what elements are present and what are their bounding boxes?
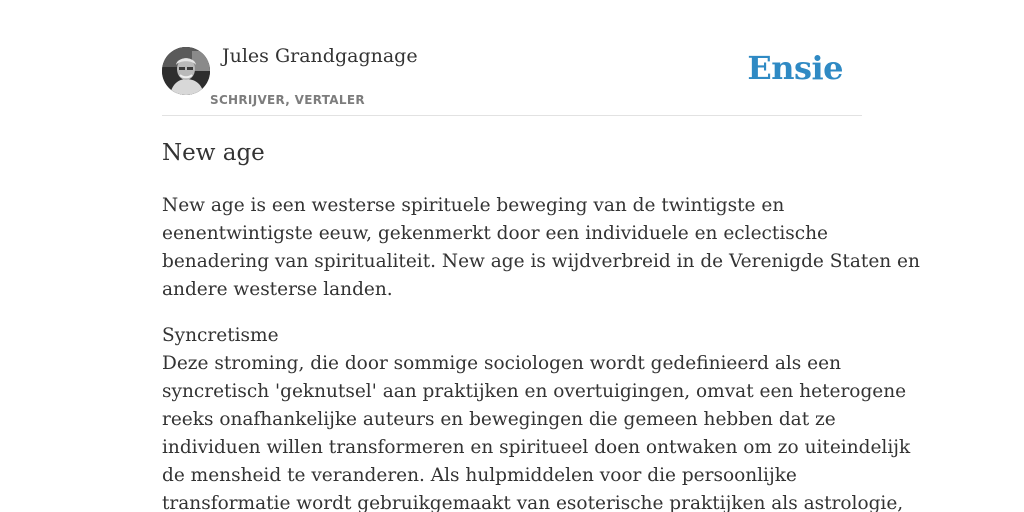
author-photo: [162, 47, 210, 95]
article-body: [162, 192, 920, 512]
section-line: transformatie wordt gebruikgemaakt van esoterische praktijken als astrologie,: [162, 493, 904, 512]
section-heading: Syncretisme: [162, 325, 279, 346]
intro-line: eenentwintigste eeuw, gekenmerkt door een individuele en eclectische: [162, 223, 828, 244]
section-line: reeks onafhankelijke auteurs en bewegingen die gemeen hebben dat ze: [162, 409, 836, 430]
section-line: de mensheid te veranderen. Als hulpmiddelen voor die persoonlijke: [162, 465, 797, 486]
author-name[interactable]: Jules Grandgagnage: [222, 45, 418, 67]
content-column: [162, 0, 920, 512]
section-line: Deze stroming, die door sommige sociologen wordt gedefinieerd als een: [162, 353, 841, 374]
article-title: New age: [162, 140, 265, 166]
author-avatar[interactable]: [162, 47, 210, 95]
section-line: syncretisch 'geknutsel' aan praktijken en overtuigingen, omvat een heterogene: [162, 381, 907, 402]
intro-line: andere westerse landen.: [162, 279, 393, 300]
section-line: individuen willen transformeren en spiritueel doen ontwaken om zo uiteindelijk: [162, 437, 911, 458]
author-header: [162, 0, 862, 116]
intro-line: benadering van spiritualiteit. New age is wijdverbreid in de Verenigde Staten en: [162, 251, 920, 272]
ensie-logo[interactable]: Ensie: [747, 49, 843, 87]
syncretisme-paragraph: [162, 322, 911, 512]
intro-paragraph: [162, 192, 920, 304]
author-role: SCHRIJVER, VERTALER: [210, 93, 365, 107]
intro-line: New age is een westerse spirituele beweging van de twintigste en: [162, 195, 785, 216]
